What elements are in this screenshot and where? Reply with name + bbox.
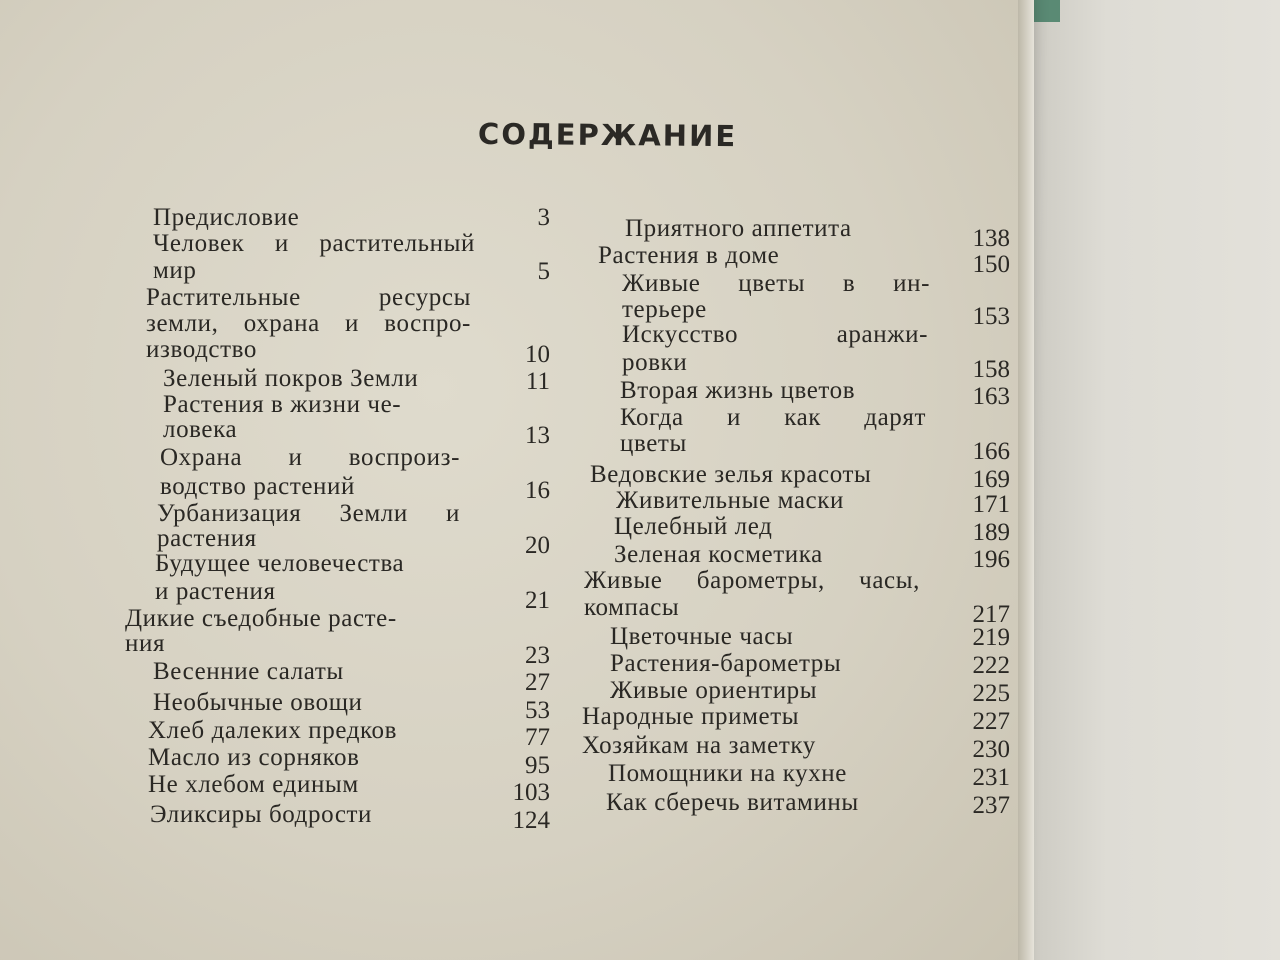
- page-title: СОДЕРЖАНИЕ: [477, 116, 738, 154]
- toc-entry-line: Вторая жизнь цветов: [620, 377, 856, 404]
- toc-entry-line: растения: [157, 525, 257, 552]
- toc-entry-line: Не хлебом единым: [148, 771, 359, 798]
- toc-entry-line: Помощники на кухне: [608, 760, 847, 787]
- toc-page-number: 169: [972, 466, 1010, 493]
- toc-entry-line: ровки: [622, 349, 688, 376]
- toc-entry-line: земли, охрана и воспро-: [146, 310, 471, 337]
- toc-entry-line: Приятного аппетита: [625, 215, 852, 242]
- toc-entry-line: Хлеб далеких предков: [148, 717, 398, 744]
- toc-entry-line: Эликсиры бодрости: [150, 801, 373, 828]
- toc-page-number: 219: [972, 624, 1010, 651]
- toc-entry-line: Масло из сорняков: [148, 744, 360, 771]
- toc-entry-line: Необычные овощи: [153, 689, 363, 716]
- toc-page-number: 11: [525, 368, 550, 395]
- toc-entry-line: цветы: [620, 430, 687, 457]
- toc-entry-line: Человек и растительный: [153, 230, 475, 257]
- toc-entry-line: Искусство аранжи-: [622, 321, 928, 348]
- toc-page-number: 189: [972, 519, 1010, 546]
- toc-entry-line: водство растений: [160, 473, 355, 500]
- toc-page-number: 196: [972, 546, 1010, 573]
- toc-entry-line: Целебный лед: [614, 513, 773, 540]
- toc-entry-line: Предисловие: [153, 204, 300, 231]
- toc-page-number: 21: [525, 587, 550, 614]
- toc-entry-line: Зеленый покров Земли: [163, 365, 419, 392]
- toc-entry-line: Народные приметы: [582, 703, 800, 730]
- toc-page-number: 13: [525, 422, 550, 449]
- toc-entry-line: Живительные маски: [616, 487, 844, 514]
- toc-entry-line: Весенние салаты: [153, 658, 344, 685]
- toc-entry-line: ловека: [163, 416, 238, 443]
- toc-page-number: 222: [972, 652, 1010, 679]
- toc-entry-line: Растительные ресурсы: [146, 284, 471, 311]
- toc-page-number: 10: [525, 341, 550, 368]
- toc-page-number: 166: [972, 438, 1010, 465]
- toc-page-number: 237: [972, 792, 1010, 819]
- toc-page-number: 227: [972, 708, 1010, 735]
- toc-entry-line: Живые барометры, часы,: [584, 567, 920, 594]
- toc-entry-line: Дикие съедобные расте-: [125, 605, 397, 632]
- toc-entry-line: Зеленая косметика: [614, 541, 823, 568]
- toc-entry-line: Урбанизация Земли и: [157, 500, 460, 527]
- toc-entry-line: и растения: [155, 578, 276, 605]
- toc-page-number: 124: [512, 807, 550, 834]
- toc-page-number: 231: [972, 764, 1010, 791]
- toc-page-number: 138: [972, 225, 1010, 252]
- toc-entry-line: Растения-барометры: [610, 650, 842, 677]
- toc-entry-line: Охрана и воспроиз-: [160, 444, 460, 471]
- toc-page-number: 217: [972, 601, 1010, 628]
- toc-entry-line: Цветочные часы: [610, 623, 794, 650]
- toc-page-number: 153: [972, 303, 1010, 330]
- toc-entry-line: Живые ориентиры: [610, 677, 818, 704]
- toc-entry-line: Как сберечь витамины: [606, 789, 859, 816]
- toc-entry-line: ния: [125, 630, 166, 657]
- toc-page-number: 5: [537, 258, 550, 285]
- toc-entry-line: терьере: [622, 296, 707, 323]
- toc-entry-line: Ведовские зелья красоты: [590, 461, 872, 488]
- toc-entry-line: Хозяйкам на заметку: [582, 732, 816, 759]
- toc-page-number: 171: [972, 491, 1010, 518]
- toc-page-number: 16: [525, 477, 550, 504]
- toc-page-number: 163: [972, 383, 1010, 410]
- toc-page-number: 77: [525, 724, 550, 751]
- toc-page-number: 53: [525, 697, 550, 724]
- toc-page-number: 158: [972, 356, 1010, 383]
- toc-entry-line: компасы: [584, 594, 680, 621]
- toc-page-number: 27: [525, 669, 550, 696]
- toc-entry-line: Живые цветы в ин-: [622, 270, 930, 297]
- toc-entry-line: Растения в жизни че-: [163, 391, 402, 418]
- toc-page-number: 3: [537, 204, 550, 231]
- toc-entry-line: изводство: [146, 336, 257, 363]
- toc-page-number: 23: [525, 642, 550, 669]
- toc-page-number: 103: [512, 779, 550, 806]
- toc-entry-line: Растения в доме: [598, 242, 780, 269]
- toc-page-number: 95: [525, 752, 550, 779]
- toc-page-number: 230: [972, 736, 1010, 763]
- toc-page-number: 225: [972, 680, 1010, 707]
- toc-entry-line: Будущее человечества: [155, 550, 405, 577]
- toc-page-number: 150: [972, 251, 1010, 278]
- toc-entry-line: мир: [153, 257, 197, 284]
- toc-page-number: 20: [525, 532, 550, 559]
- toc-entry-line: Когда и как дарят: [620, 404, 926, 431]
